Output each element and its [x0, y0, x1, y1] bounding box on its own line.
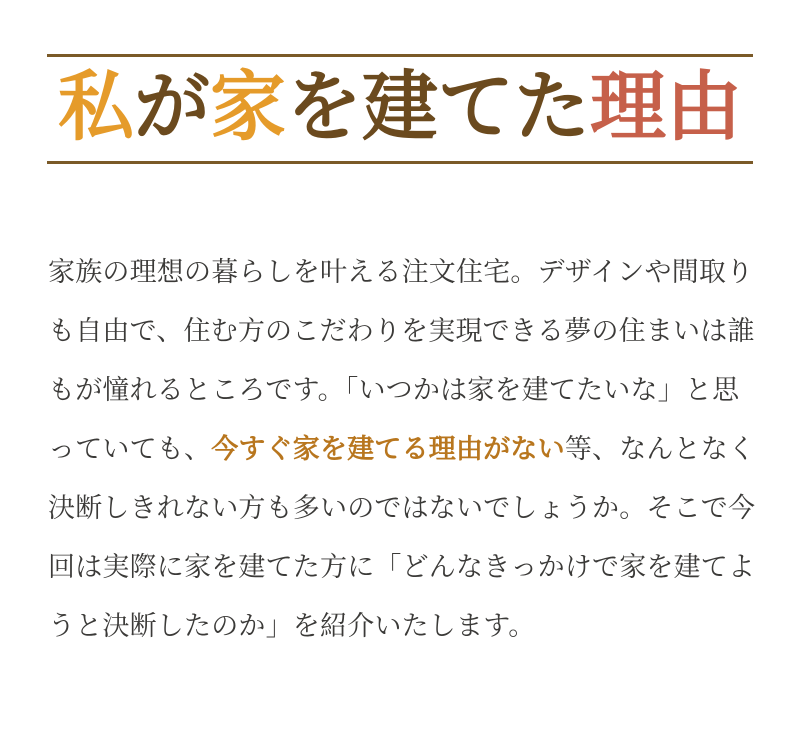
title-segment-1: 私 [58, 62, 134, 151]
title-rule-bottom [47, 161, 753, 164]
body-text-highlight: 今すぐ家を建てる理由がない [211, 434, 565, 465]
title-segment-3: 家 [210, 62, 286, 151]
body-text-part1: 家族の理想の暮らしを叶える注文住宅。デザインや間取りも自由で、住む方のこだわりを実現できる夢の住まいは誰もが憧れるところです。「いつかは家を建てたいな」と思っていても、 [48, 257, 755, 465]
title-segment-2: が [134, 62, 210, 151]
title-segment-5: 理由 [590, 62, 742, 151]
title-block [47, 54, 753, 164]
body-text-part2: 等、なんとなく決断しきれない方も多いのではないでしょうか。そこで今回は実際に家を建てた方に「どんなきっかけで家を建てようと決断したのか」を紹介いたします。 [48, 434, 756, 642]
page-title [47, 57, 753, 161]
body-paragraph [48, 243, 758, 656]
article-body [48, 243, 758, 656]
title-segment-4: を建てた [286, 62, 590, 151]
